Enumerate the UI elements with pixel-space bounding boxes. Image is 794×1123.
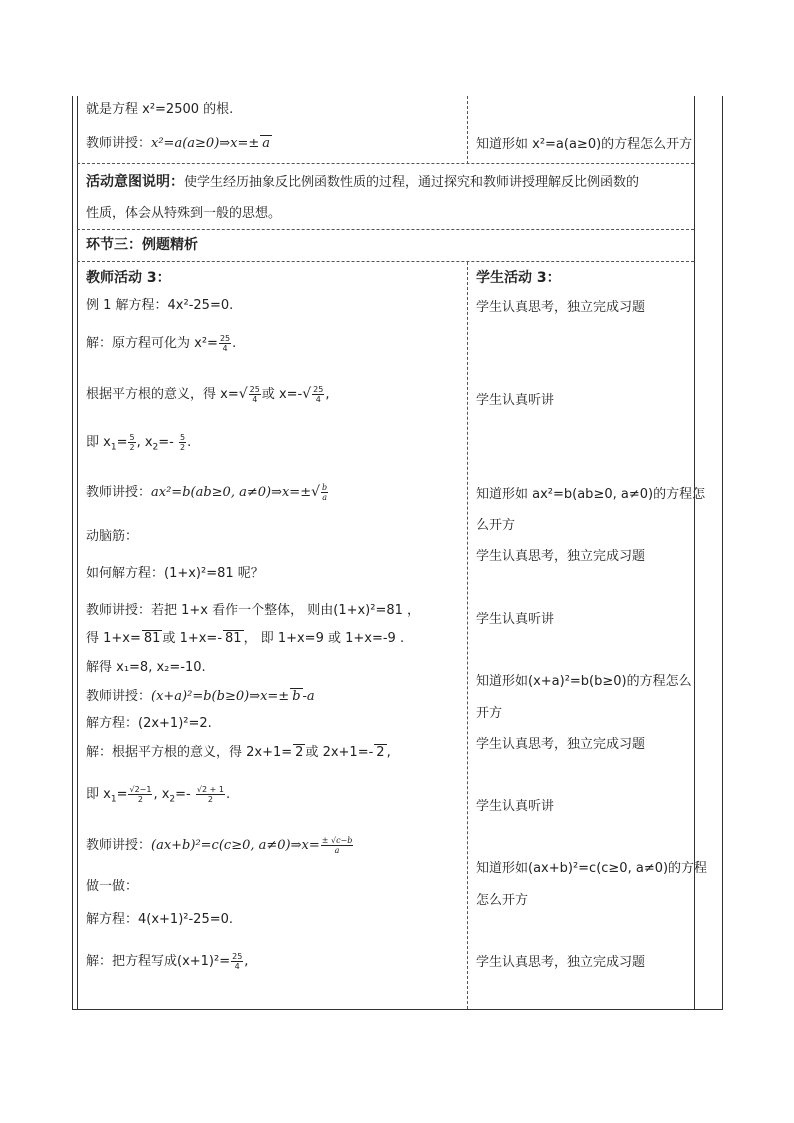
student-note: 么开方 [476, 518, 516, 533]
student-note: 学生认真听讲 [476, 612, 555, 627]
teacher-activity-heading: 教师活动 3： [86, 270, 171, 286]
student-note: 怎么开方 [476, 893, 529, 908]
student-note: 知道形如(ax+b)²=c(c≥0, a≠0)的方程 [476, 861, 708, 876]
solution-line: 即 $x_1=$ $\frac{√2-1}{2}$ , $x_2=-$ $\frac{√2 + 1}{2}$ . [86, 785, 231, 805]
text-line: 教师讲授：若把 1+x 看作一个整体， 则由(1+x)²=81 ， [86, 603, 421, 618]
teacher-formula-line: 教师讲授：ax²=b(ab≥0, a≠0)⇒x=±√ $\frac{b}{a}$ [86, 483, 328, 502]
solution-line: 得 1+x= 81 或 1+x=- 81 ， 即 1+x=9 或 1+x=-9 . [86, 631, 405, 646]
row-divider [77, 163, 694, 164]
student-note: 学生认真思考，独立完成习题 [476, 955, 646, 970]
text-line: 解方程：(2x+1)²=2. [86, 716, 212, 731]
intent-line-2: 性质，体会从特殊到一般的思想。 [86, 206, 282, 221]
text-line: 如何解方程：(1+x)²=81 呢？ [86, 566, 264, 581]
student-note: 学生认真思考，独立完成习题 [476, 300, 646, 315]
table-border-right [722, 96, 723, 1010]
student-note: 知道形如 ax²=b(ab≥0, a≠0)的方程怎 [476, 487, 706, 502]
student-note: 开方 [476, 706, 503, 721]
solution-line: 解：把方程写成(x+1)²= $\frac{25}{4}$ , [86, 952, 249, 971]
section-title: 环节三：例题精析 [86, 237, 198, 253]
solution-line: 根据平方根的意义，得 x=√ $\frac{25}{4}$ 或 x=-√ $\frac{25}{4}$ , [86, 385, 330, 404]
row-divider [77, 229, 694, 230]
teacher-formula-line: 教师讲授：x²=a(a≥0)⇒x=± a [86, 136, 271, 151]
student-note: 学生认真听讲 [476, 799, 555, 814]
student-note: 学生认真思考，独立完成习题 [476, 737, 646, 752]
solution-line: 解：根据平方根的意义，得 2x+1= 2 或 2x+1=- 2 , [86, 745, 391, 760]
text-line: 解得 x₁=8, x₂=-10. [86, 660, 206, 675]
intent-line-1: 活动意图说明：使学生经历抽象反比例函数性质的过程，通过探究和教师讲授理解反比例函数的 [86, 174, 640, 190]
table-border-inner-left [77, 96, 78, 1010]
text-line: 做一做： [86, 879, 139, 894]
student-note: 知道形如 x²=a(a≥0)的方程怎么开方 [476, 137, 693, 152]
student-note: 学生认真思考，独立完成习题 [476, 549, 646, 564]
solution-line: 即 $x_1=$ $\frac{5}{2}$ , $x_2=-$ $\frac{5}{2}$ . [86, 433, 192, 453]
teacher-formula-line: 教师讲授：(x+a)²=b(b≥0)⇒x=± b -a [86, 689, 315, 704]
table-border-bottom [72, 1009, 723, 1010]
text-line: 解方程：4(x+1)²-25=0. [86, 912, 234, 927]
column-divider [467, 262, 468, 1009]
row-divider [77, 261, 694, 262]
text-line: 动脑筋： [86, 529, 139, 544]
student-activity-heading: 学生活动 3： [476, 270, 561, 286]
solution-line: 解：原方程可化为 x²= $\frac{25}{4}$ . [86, 334, 237, 353]
text-line: 就是方程 x²=2500 的根. [86, 102, 234, 117]
student-note: 知道形如(x+a)²=b(b≥0)的方程怎么 [476, 674, 692, 689]
example-line: 例 1 解方程：4x²-25=0. [86, 298, 234, 313]
column-divider [467, 96, 468, 164]
table-border-left [72, 96, 73, 1010]
student-note: 学生认真听讲 [476, 393, 555, 408]
teacher-formula-line: 教师讲授：(ax+b)²=c(c≥0, a≠0)⇒x= $\frac{\pm √c-b}{a}$ [86, 836, 353, 855]
